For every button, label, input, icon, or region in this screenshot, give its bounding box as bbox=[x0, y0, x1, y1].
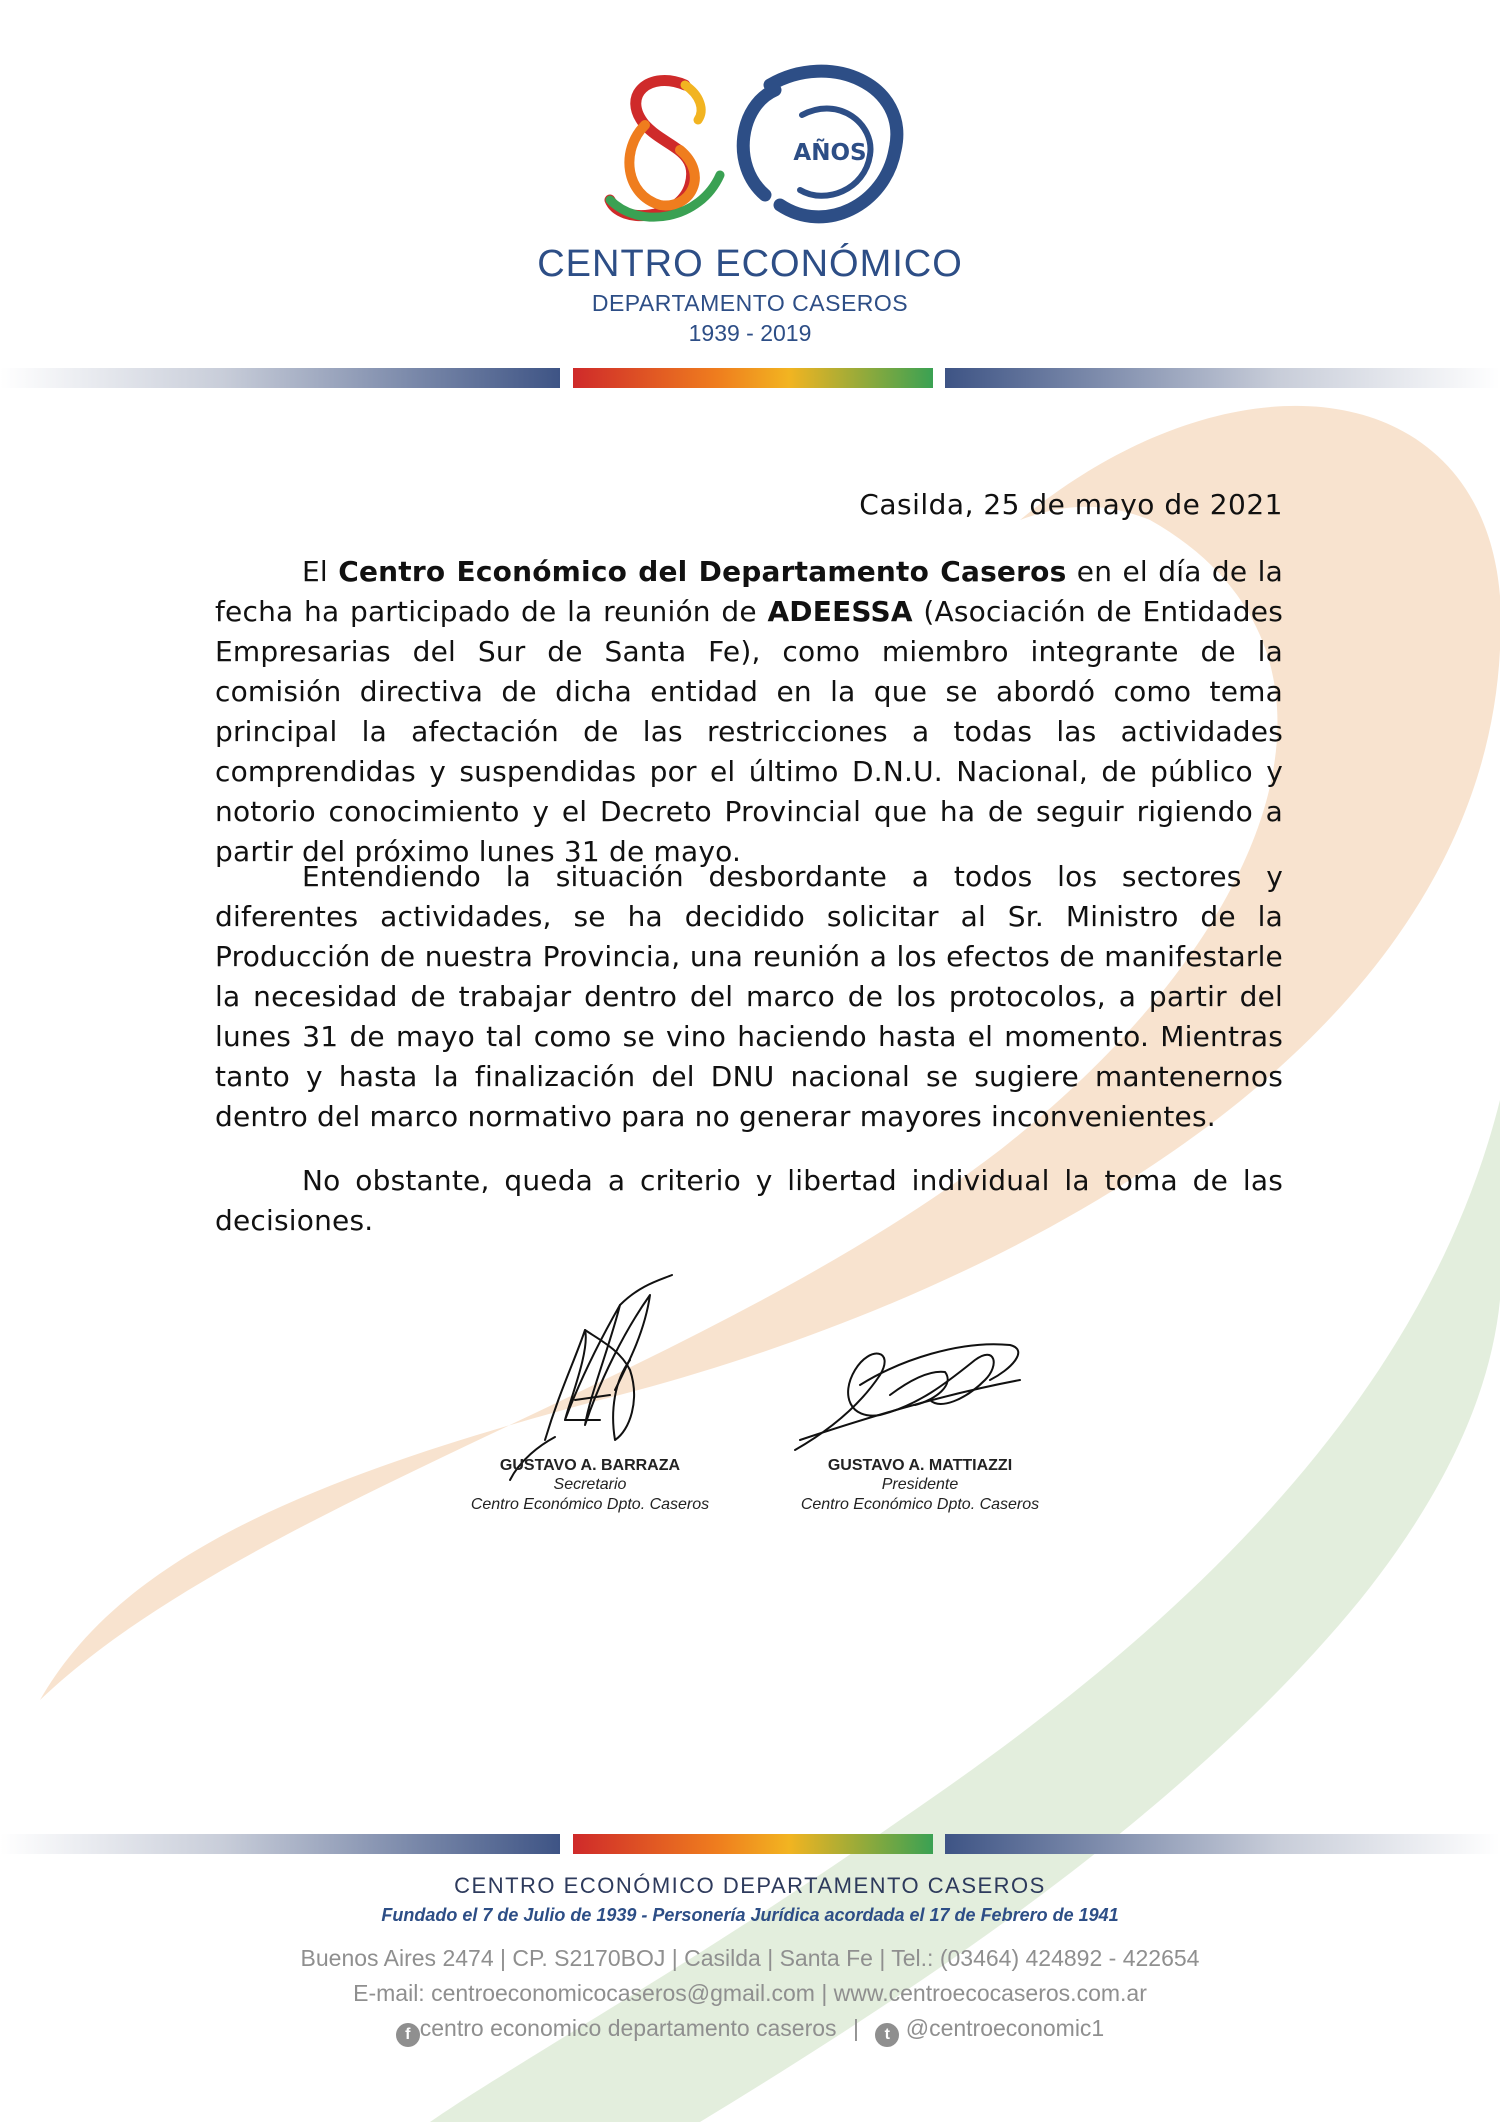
p1-text-a: en el día de la fecha ha participado de la reunión de bbox=[215, 555, 1283, 628]
p1-lead: El bbox=[302, 555, 339, 588]
org-years: 1939 - 2019 bbox=[688, 320, 812, 346]
social-separator: | bbox=[852, 2015, 859, 2041]
twitter-icon: t bbox=[875, 2023, 899, 2047]
org-name: CENTRO ECONÓMICO bbox=[537, 243, 963, 285]
logo-80-emblem bbox=[570, 55, 950, 255]
footer-contact: E-mail: centroeconomicocaseros@gmail.com | www.centroecocaseros.com.ar bbox=[353, 1980, 1147, 2006]
signature-block-barraza bbox=[440, 1457, 740, 1515]
paragraph-2 bbox=[215, 857, 1283, 1137]
footer-founded: Fundado el 7 de Julio de 1939 - Personería Jurídica acordada el 17 de Febrero de 1941 bbox=[381, 1905, 1119, 1925]
twitter-handle: @centroeconomic1 bbox=[905, 2015, 1105, 2041]
footer-social bbox=[200, 2015, 1300, 2047]
divider-right-bar bbox=[945, 368, 1500, 388]
org-department: DEPARTAMENTO CASEROS bbox=[591, 290, 909, 316]
divider-color-bar bbox=[573, 368, 933, 388]
p3-text: No obstante, queda a criterio y libertad individual la toma de las decisiones. bbox=[215, 1164, 1283, 1237]
footer-divider bbox=[0, 1834, 1500, 1854]
facebook-handle: centro economico departamento caseros bbox=[419, 2015, 837, 2041]
signer-org: Centro Económico Dpto. Caseros bbox=[470, 1496, 710, 1513]
letter-date: Casilda, 25 de mayo de 2021 bbox=[859, 488, 1283, 521]
logo-anos-label: AÑOS bbox=[793, 140, 867, 166]
facebook-icon: f bbox=[396, 2023, 420, 2047]
footer-title: CENTRO ECONÓMICO DEPARTAMENTO CASEROS bbox=[454, 1873, 1046, 1898]
p2-text: Entendiendo la situación desbordante a todos los sectores y diferentes actividades, se ha decidido solicitar al Sr. Ministro de la Producción de nuestra Provincia, una reunión a los efectos de manifestarle la necesidad de trabajar dentro del marco de los protocolos, a partir del lunes 31 de mayo tal como se vino haciendo hasta el momento. Mientras tanto y hasta la finalización del DNU nacional se sugiere mantenernos dentro del marco normativo para no generar mayores inconvenientes. bbox=[215, 860, 1283, 1133]
divider-color-bar bbox=[573, 1834, 933, 1854]
signer-name: GUSTAVO A. BARRAZA bbox=[499, 1457, 681, 1474]
signer-role: Secretario bbox=[553, 1476, 627, 1493]
header-divider bbox=[0, 368, 1500, 388]
divider-left-bar bbox=[0, 1834, 560, 1854]
divider-left-bar bbox=[0, 368, 560, 388]
signer-name: GUSTAVO A. MATTIAZZI bbox=[827, 1457, 1013, 1474]
signer-org: Centro Económico Dpto. Caseros bbox=[800, 1496, 1040, 1513]
divider-right-bar bbox=[945, 1834, 1500, 1854]
p1-assoc-name: ADEESSA bbox=[767, 595, 913, 628]
signature-block-mattiazzi bbox=[770, 1457, 1070, 1515]
signer-role: Presidente bbox=[881, 1476, 959, 1493]
paragraph-3 bbox=[215, 1161, 1283, 1241]
header-logo bbox=[570, 55, 950, 255]
p1-org-name: Centro Económico del Departamento Caseros bbox=[338, 555, 1067, 588]
p1-text-b: (Asociación de Entidades Empresarias del Sur de Santa Fe), como miembro integrante de la comisión directiva de dicha entidad en la que se abordó como tema principal la afectación de las restricciones a todas las actividades comprendidas y suspendidas por el último D.N.U. Nacional, de público y notorio conocimiento y el Decreto Provincial que ha de seguir rigiendo a partir del próximo lunes 31 de mayo. bbox=[215, 595, 1283, 868]
footer-address: Buenos Aires 2474 | CP. S2170BOJ | Casilda | Santa Fe | Tel.: (03464) 424892 - 422654 bbox=[300, 1945, 1200, 1971]
paragraph-1 bbox=[215, 552, 1283, 872]
